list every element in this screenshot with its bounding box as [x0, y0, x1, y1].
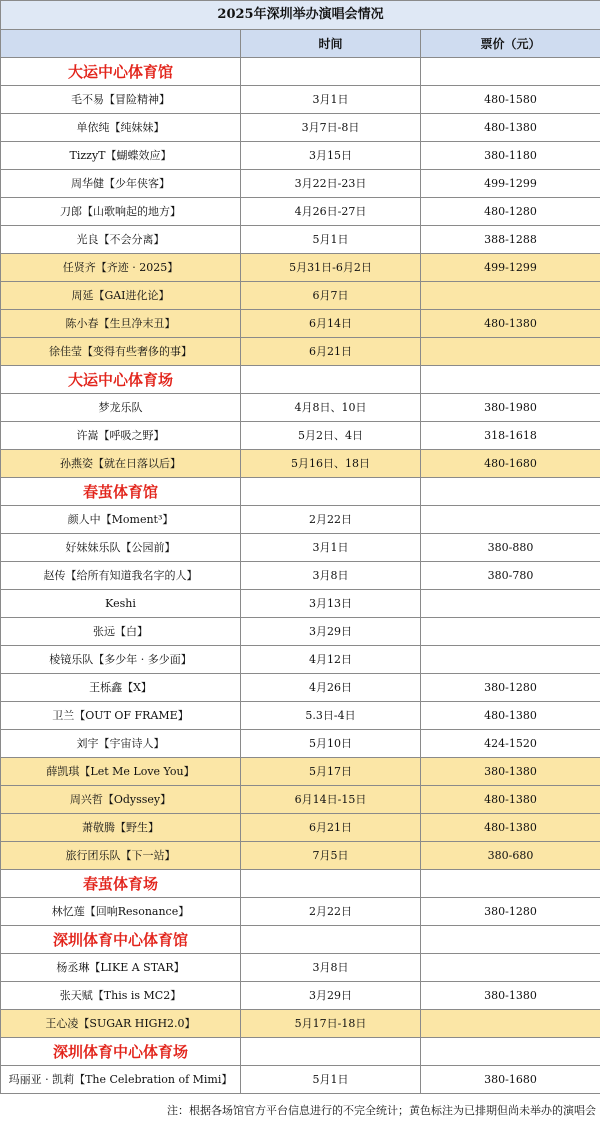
concert-date: 6月21日	[241, 338, 421, 366]
concert-price: 380-880	[421, 534, 600, 562]
venue-empty-cell	[241, 926, 421, 954]
concert-name: 许嵩【呼吸之野】	[1, 422, 241, 450]
header-price: 票价（元）	[421, 30, 600, 58]
concert-price: 388-1288	[421, 226, 600, 254]
venue-row	[1, 1038, 600, 1066]
concert-price	[421, 618, 600, 646]
concert-name: 卫兰【OUT OF FRAME】	[1, 702, 241, 730]
concert-price	[421, 590, 600, 618]
concert-name: 赵传【给所有知道我名字的人】	[1, 562, 241, 590]
table-row	[1, 982, 600, 1010]
concert-price: 480-1380	[421, 702, 600, 730]
concert-name: 孙燕姿【就在日落以后】	[1, 450, 241, 478]
concert-name: 梦龙乐队	[1, 394, 241, 422]
concert-name: 周延【GAI进化论】	[1, 282, 241, 310]
concert-name: TizzyT【蝴蝶效应】	[1, 142, 241, 170]
header-name	[1, 30, 241, 58]
venue-empty-cell	[421, 926, 600, 954]
table-row	[1, 674, 600, 702]
concert-price: 380-1380	[421, 982, 600, 1010]
title-row	[1, 1, 600, 30]
concert-name: Keshi	[1, 590, 241, 618]
table-row	[1, 562, 600, 590]
concert-date: 3月7日-8日	[241, 114, 421, 142]
concert-price	[421, 506, 600, 534]
concert-date: 5月2日、4日	[241, 422, 421, 450]
table-row	[1, 422, 600, 450]
venue-name: 深圳体育中心体育场	[1, 1038, 241, 1066]
concert-price: 380-1280	[421, 674, 600, 702]
concert-name: 棱镜乐队【多少年 · 多少面】	[1, 646, 241, 674]
venue-empty-cell	[421, 366, 600, 394]
concert-price: 499-1299	[421, 170, 600, 198]
table-row	[1, 1066, 600, 1094]
concert-price	[421, 282, 600, 310]
venue-name: 春茧体育馆	[1, 478, 241, 506]
venue-row	[1, 366, 600, 394]
venue-empty-cell	[421, 58, 600, 86]
concert-price	[421, 954, 600, 982]
concert-name: 林忆莲【回响Resonance】	[1, 898, 241, 926]
concert-date: 2月22日	[241, 898, 421, 926]
concert-price	[421, 1010, 600, 1038]
concert-price: 380-1180	[421, 142, 600, 170]
concert-date: 6月14日-15日	[241, 786, 421, 814]
concert-name: 单依纯【纯妹妹】	[1, 114, 241, 142]
venue-empty-cell	[241, 478, 421, 506]
concert-name: 玛丽亚 · 凯莉【The Celebration of Mimi】	[1, 1066, 241, 1094]
table-row	[1, 506, 600, 534]
table-row	[1, 702, 600, 730]
concert-name: 陈小春【生旦净末丑】	[1, 310, 241, 338]
concert-price: 318-1618	[421, 422, 600, 450]
table-row	[1, 646, 600, 674]
concert-name: 薛凯琪【Let Me Love You】	[1, 758, 241, 786]
concert-name: 任贤齐【齐迹 · 2025】	[1, 254, 241, 282]
table-row	[1, 310, 600, 338]
venue-row	[1, 58, 600, 86]
table-row	[1, 450, 600, 478]
concert-date: 3月1日	[241, 534, 421, 562]
concert-price: 380-680	[421, 842, 600, 870]
venue-empty-cell	[241, 870, 421, 898]
concert-name: 徐佳莹【变得有些奢侈的事】	[1, 338, 241, 366]
table-row	[1, 618, 600, 646]
table-row	[1, 226, 600, 254]
table-row	[1, 898, 600, 926]
concert-price: 480-1380	[421, 786, 600, 814]
concert-price: 380-1280	[421, 898, 600, 926]
venue-empty-cell	[421, 870, 600, 898]
concert-name: 杨丞琳【LIKE A STAR】	[1, 954, 241, 982]
concert-date: 3月29日	[241, 982, 421, 1010]
table-row	[1, 394, 600, 422]
footnote: 注：根据各场馆官方平台信息进行的不完全统计；黄色标注为已排期但尚未举办的演唱会	[0, 1094, 600, 1128]
venue-empty-cell	[241, 366, 421, 394]
note-row	[0, 1094, 600, 1128]
concert-date: 3月8日	[241, 954, 421, 982]
concert-name: 张远【白】	[1, 618, 241, 646]
concert-date: 5.3日-4日	[241, 702, 421, 730]
concert-date: 6月14日	[241, 310, 421, 338]
concert-date: 4月26日	[241, 674, 421, 702]
concert-date: 7月5日	[241, 842, 421, 870]
concert-price: 480-1380	[421, 114, 600, 142]
venue-empty-cell	[421, 1038, 600, 1066]
concert-price: 380-1380	[421, 758, 600, 786]
note-table	[0, 1094, 600, 1128]
concert-name: 刘宇【宇宙诗人】	[1, 730, 241, 758]
venue-name: 大运中心体育馆	[1, 58, 241, 86]
concert-date: 4月8日、10日	[241, 394, 421, 422]
concert-date: 3月1日	[241, 86, 421, 114]
concert-date: 6月21日	[241, 814, 421, 842]
concert-name: 刀郎【山歌响起的地方】	[1, 198, 241, 226]
table-row	[1, 198, 600, 226]
concert-price: 499-1299	[421, 254, 600, 282]
venue-name: 春茧体育场	[1, 870, 241, 898]
concert-price: 480-1280	[421, 198, 600, 226]
concert-price: 424-1520	[421, 730, 600, 758]
concert-date: 4月12日	[241, 646, 421, 674]
table-row	[1, 254, 600, 282]
concert-date: 5月31日-6月2日	[241, 254, 421, 282]
concert-price: 380-1680	[421, 1066, 600, 1094]
table-row	[1, 1010, 600, 1038]
table-row	[1, 170, 600, 198]
concert-name: 毛不易【冒险精神】	[1, 86, 241, 114]
table-row	[1, 338, 600, 366]
concert-date: 3月13日	[241, 590, 421, 618]
concert-name: 周华健【少年侠客】	[1, 170, 241, 198]
concert-name: 周兴哲【Odyssey】	[1, 786, 241, 814]
table-row	[1, 282, 600, 310]
table-title: 2025年深圳举办演唱会情况	[1, 1, 600, 30]
venue-row	[1, 926, 600, 954]
table-row	[1, 786, 600, 814]
concert-price: 480-1380	[421, 814, 600, 842]
venue-name: 大运中心体育场	[1, 366, 241, 394]
concert-price	[421, 646, 600, 674]
concert-name: 王心凌【SUGAR HIGH2.0】	[1, 1010, 241, 1038]
table-row	[1, 730, 600, 758]
header-row	[1, 30, 600, 58]
concert-price	[421, 338, 600, 366]
venue-empty-cell	[241, 1038, 421, 1066]
concert-date: 6月7日	[241, 282, 421, 310]
concert-date: 3月8日	[241, 562, 421, 590]
concert-date: 5月1日	[241, 1066, 421, 1094]
concert-date: 5月17日	[241, 758, 421, 786]
concert-date: 5月10日	[241, 730, 421, 758]
table-row	[1, 590, 600, 618]
table-row	[1, 142, 600, 170]
concert-price: 480-1580	[421, 86, 600, 114]
table-row	[1, 758, 600, 786]
concert-date: 5月16日、18日	[241, 450, 421, 478]
concert-date: 2月22日	[241, 506, 421, 534]
concert-price: 480-1680	[421, 450, 600, 478]
concert-name: 颜人中【Moment³】	[1, 506, 241, 534]
concert-name: 张天赋【This is MC2】	[1, 982, 241, 1010]
table-row	[1, 534, 600, 562]
concert-name: 旅行团乐队【下一站】	[1, 842, 241, 870]
header-date: 时间	[241, 30, 421, 58]
table-row	[1, 86, 600, 114]
concert-date: 5月17日-18日	[241, 1010, 421, 1038]
concert-name: 光良【不会分离】	[1, 226, 241, 254]
concert-price: 380-1980	[421, 394, 600, 422]
concert-name: 好妹妹乐队【公园前】	[1, 534, 241, 562]
venue-name: 深圳体育中心体育馆	[1, 926, 241, 954]
concert-price: 380-780	[421, 562, 600, 590]
concert-date: 4月26日-27日	[241, 198, 421, 226]
table-row	[1, 814, 600, 842]
concert-name: 萧敬腾【野生】	[1, 814, 241, 842]
venue-row	[1, 870, 600, 898]
table-row	[1, 954, 600, 982]
table-row	[1, 842, 600, 870]
concert-date: 5月1日	[241, 226, 421, 254]
concert-name: 王栎鑫【X】	[1, 674, 241, 702]
concert-date: 3月22日-23日	[241, 170, 421, 198]
concert-price: 480-1380	[421, 310, 600, 338]
venue-empty-cell	[421, 478, 600, 506]
venue-row	[1, 478, 600, 506]
concert-date: 3月29日	[241, 618, 421, 646]
concert-date: 3月15日	[241, 142, 421, 170]
venue-empty-cell	[241, 58, 421, 86]
table-row	[1, 114, 600, 142]
